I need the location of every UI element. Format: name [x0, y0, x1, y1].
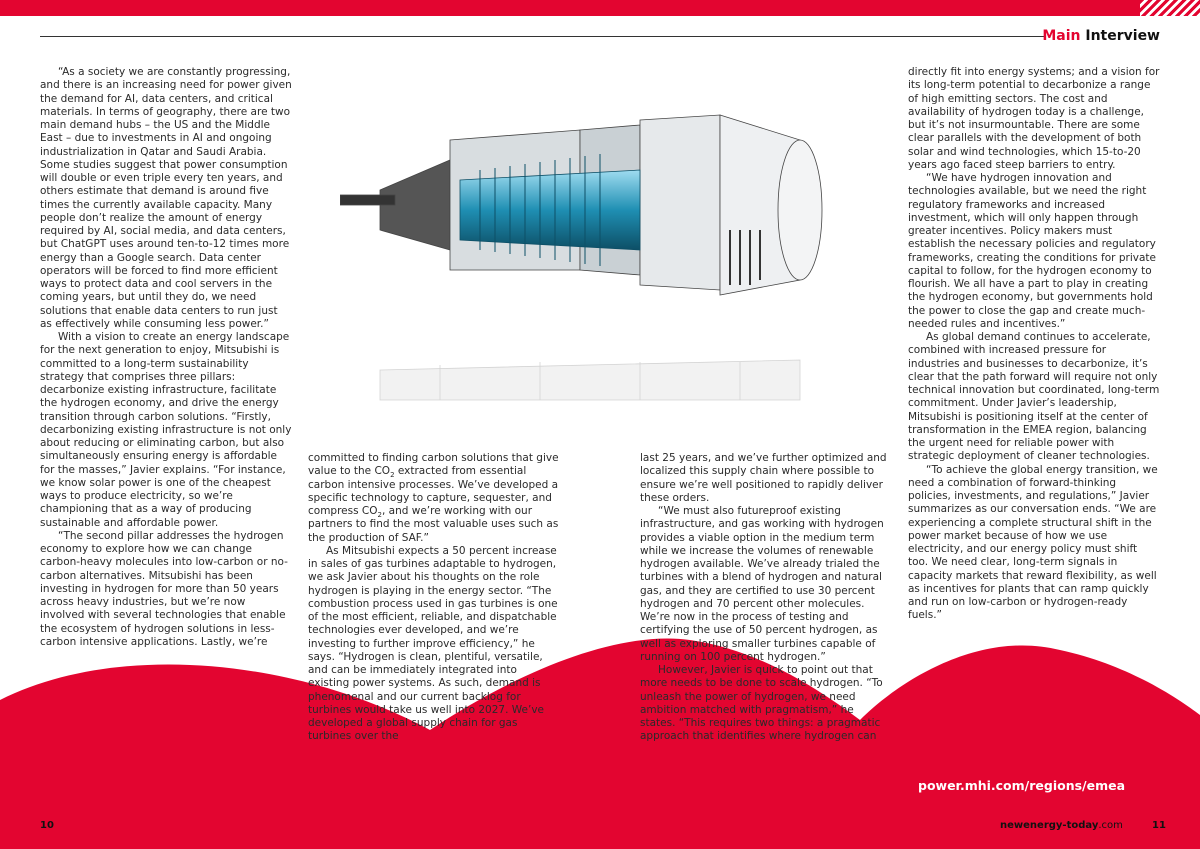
gas-turbine-illustration: [340, 100, 860, 420]
paragraph: “As a society we are constantly progressing, and there is an increasing need for power given the demand for AI, data centers, and critical materials. In terms of geography, there are two main demand hubs – the US and the Middle East – due to investments in AI and ongoing industrialization in Qatar and Saudi Arabia. Some studies suggest that power consumption will double or even triple every ten years, and others estimate that demand is around five times the currently available capacity. Many people don’t realize the amount of energy required by AI, social media, and data centers, but ChatGPT uses around ten-to-12 times more energy than a Google search. Data center operators will be forced to find more efficient ways to protect data and cool servers in the coming years, but until they do, we need solutions that enable data centers to run just as effectively while consuming less power.”: [40, 66, 292, 330]
paragraph: “The second pillar addresses the hydrogen economy to explore how we can change carbon-heavy molecules into low-carbon or no-carbon alternatives. Mitsubishi has been investing in hydrogen for more than 50 years across heavy industries, but we’re now involved with several technologies that enable the ecosystem of hydrogen solutions in less-carbon intensive applications. Lastly, we’re: [40, 529, 288, 648]
paragraph: “We must also futureproof existing infrastructure, and gas working with hydrogen provides a viable option in the medium term while we increase the volumes of renewable hydrogen available. We’ve already trialed the turbines with a blend of hydrogen and natural gas, and they are certified to use 30 percent hydrogen and 70 percent other molecules. We’re now in the process of testing and certifying the use of 50 percent hydrogen, as well as exploring smaller turbines capable of running on 100 percent hydrogen.”: [640, 505, 884, 663]
page-number-left: 10: [40, 820, 54, 831]
paragraph: However, Javier is quick to point out that more needs to be done to scale hydrogen. “To unleash the power of hydrogen, we need ambition matched with pragmatism,” he states. “This requires two things: a pragmatic approach that identifies where hydrogen can: [640, 664, 883, 743]
text-column-4: [908, 66, 1160, 623]
paragraph: directly fit into energy systems; and a vision for its long-term potential to decarbonize a range of high emitting sectors. The cost and availability of hydrogen today is a challenge, but it’s not insurmountable. There are some clear parallels with the development of both solar and wind technologies, which 15-to-20 years ago faced steep barriers to entry.: [908, 66, 1160, 171]
subscript: 2: [377, 511, 382, 520]
text-column-1: [40, 66, 292, 649]
site-tld: .com: [1098, 820, 1123, 831]
section-title-accent: Main: [1042, 28, 1081, 44]
site-name: newenergy-today: [1000, 820, 1099, 831]
article-link[interactable]: power.mhi.com/regions/emea: [918, 778, 1126, 793]
paragraph: As Mitsubishi expects a 50 percent increase in sales of gas turbines adaptable to hydrogen, we ask Javier about his thoughts on the role hydrogen is playing in the energy sector. “The combustion process used in gas turbines is one of the most efficient, reliable, and dispatchable technologies ever developed, and we’re investing to further improve efficiency,” he says. “Hydrogen is clean, plentiful, versatile, and can be immediately integrated into existing power systems. As such, demand is phenomenal and our current backlog for turbines would take us well into 2027. We’ve developed a global supply chain for gas turbines over the: [308, 544, 558, 743]
section-title-rest: Interview: [1080, 28, 1160, 44]
text-run: committed to finding carbon solutions that give value to the CO: [308, 452, 559, 478]
site-url[interactable]: [1000, 820, 1123, 831]
paragraph: [308, 452, 560, 545]
subscript: 2: [390, 471, 395, 480]
text-column-2: [308, 452, 560, 744]
paragraph: With a vision to create an energy landscape for the next generation to enjoy, Mitsubishi is committed to a long-term sustainability strategy that comprises three pillars: decarbonize existing infrastructure, facilitate the hydrogen economy, and drive the energy transition through carbon solutions. “Firstly, decarbonizing existing infrastructure is not only about reducing or eliminating carbon, but also simultaneously ensuring energy is affordable for the masses,” Javier explains. “For instance, we know solar power is one of the cheapest ways to produce electricity, so we’re championing that as a way of producing sustainable and affordable power.: [40, 331, 292, 529]
paragraph: “We have hydrogen innovation and technologies available, but we need the right regulatory frameworks and increased investment, which will only happen through greater incentives. Policy makers must establish the necessary policies and regulatory frameworks, creating the conditions for private capital to follow, for the hydrogen economy to flourish. We all have a part to play in creating the hydrogen economy, but governments hold the power to close the gap and create much-needed rules and incentives.”: [908, 172, 1156, 330]
paragraph: last 25 years, and we’ve further optimized and localized this supply chain where possible to ensure we’re well positioned to rapidly deliver these orders.: [640, 452, 887, 504]
paragraph: “To achieve the global energy transition, we need a combination of forward-thinking policies, investments, and regulations,” Javier summarizes as our conversation ends. “We are experiencing a complete structural shift in the power market because of how we use electricity, and our energy policy must shift too. We need clear, long-term signals in capacity markets that reward flexibility, as well as incentives for plants that can ramp quickly and run on low-carbon or hydrogen-ready fuels.”: [908, 463, 1158, 622]
paragraph: As global demand continues to accelerate, combined with increased pressure for industries and businesses to decarbonize, it’s clear that the path forward will require not only technical innovation but coordinated, long-term commitment. Under Javier’s leadership, Mitsubishi is positioning itself at the center of transformation in the EMEA region, balancing the urgent need for reliable power with strategic deployment of cleaner technologies.: [908, 331, 1160, 463]
text-column-3: [640, 452, 892, 744]
page-number-right: 11: [1152, 820, 1166, 831]
text-run: , and we’re working with our partners to find the most valuable uses such as the production of SAF.”: [308, 505, 559, 544]
text-run: extracted from essential carbon intensive processes. We’ve developed a specific technology to capture, sequester, and compress CO: [308, 465, 559, 517]
